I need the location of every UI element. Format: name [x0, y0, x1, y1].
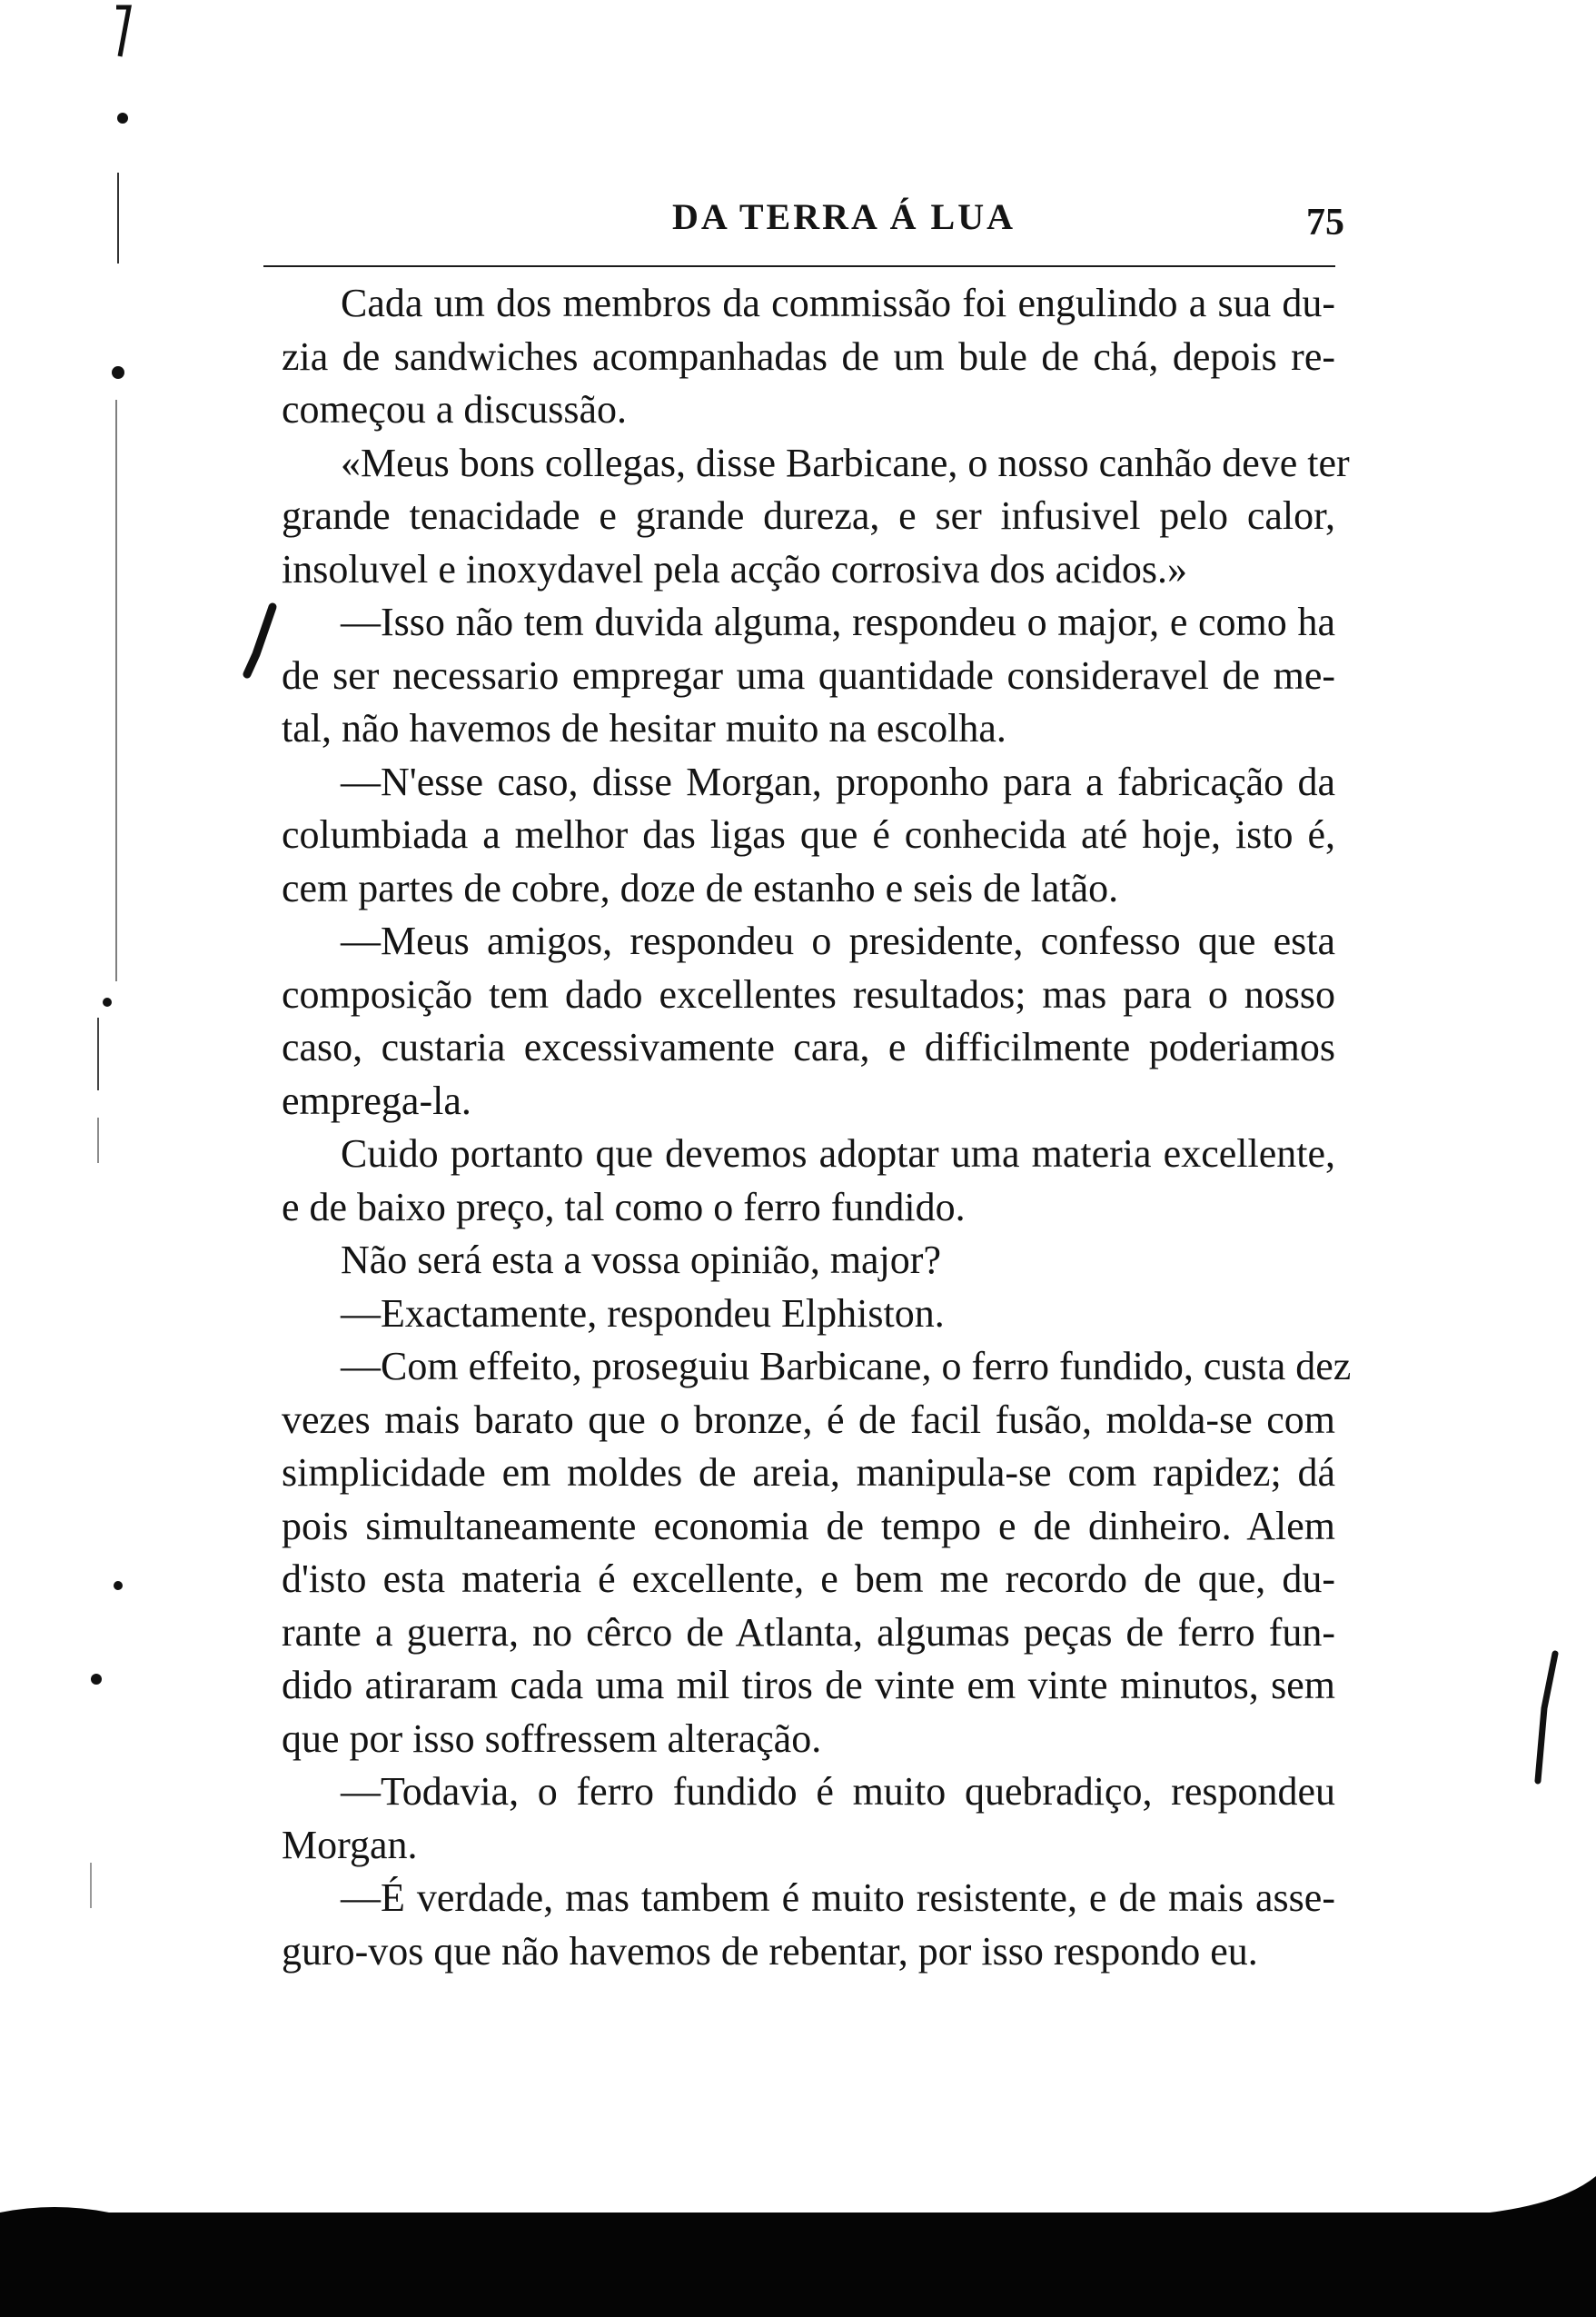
- text-line: insoluvel e inoxydavel pela acção corrosiva dos acidos.»: [282, 546, 1188, 592]
- text-line: vezes mais barato que o bronze, é de facil fusão, molda-se com: [282, 1397, 1335, 1442]
- right-margin-stroke: [1538, 1654, 1555, 1781]
- page-number: 75: [1306, 202, 1344, 244]
- text-line: grande tenacidade e grande dureza, e ser infusivel pelo calor,: [282, 493, 1335, 538]
- text-line: Morgan.: [282, 1822, 418, 1867]
- header-rule: [263, 265, 1335, 267]
- ink-dot: [114, 1581, 123, 1590]
- text-line: começou a discussão.: [282, 387, 627, 432]
- paragraph: [282, 1128, 1335, 1234]
- pencil-mark: [247, 607, 273, 674]
- paragraph: [282, 1765, 1335, 1872]
- text-line: composição tem dado excellentes resultados; mas para o nosso: [282, 971, 1335, 1017]
- text-line: —Meus amigos, respondeu o presidente, confesso que esta: [341, 919, 1335, 963]
- text-line: —Com effeito, proseguiu Barbicane, o ferro fundido, custa dez: [341, 1344, 1352, 1388]
- running-head: [263, 195, 1344, 259]
- text-line: —Todavia, o ferro fundido é muito quebradiço, respondeu: [341, 1769, 1335, 1814]
- text-line: de ser necessario empregar uma quantidade consideravel de me-: [282, 652, 1335, 698]
- paragraph: [282, 756, 1335, 916]
- text-line: e de baixo preço, tal como o ferro fundido.: [282, 1184, 966, 1229]
- text-line: pois simultaneamente economia de tempo e de dinheiro. Alem: [282, 1503, 1335, 1548]
- text-line: Cuido portanto que devemos adoptar uma materia excellente,: [341, 1131, 1335, 1176]
- top-left-ink-stroke: [116, 7, 129, 56]
- text-line: d'isto esta materia é excellente, e bem me recordo de que, du-: [282, 1556, 1335, 1601]
- paragraph: [282, 915, 1335, 1128]
- scan-bottom-shadow: [0, 2213, 1596, 2317]
- text-line: dido atiraram cada uma mil tiros de vinte em vinte minutos, sem: [282, 1663, 1335, 1707]
- ink-dot: [112, 366, 124, 379]
- text-line: caso, custaria excessivamente cara, e difficilmente poderiamos: [282, 1025, 1335, 1069]
- text-line: guro-vos que não havemos de rebentar, por isso respondo eu.: [282, 1928, 1258, 1974]
- text-line: tal, não havemos de hesitar muito na escolha.: [282, 706, 1006, 751]
- text-line: columbiada a melhor das ligas que é conhecida até hoje, isto é,: [282, 812, 1335, 857]
- paragraph: [282, 277, 1335, 437]
- paragraph: [282, 437, 1350, 597]
- ink-dot: [117, 113, 128, 124]
- text-line: que por isso soffressem alteração.: [282, 1715, 822, 1761]
- text-line: emprega-la.: [282, 1078, 471, 1123]
- text-line: «Meus bons collegas, disse Barbicane, o nosso canhão deve ter: [341, 440, 1350, 485]
- body-text: [282, 277, 1352, 1978]
- text-line: —Isso não tem duvida alguma, respondeu o major, e como ha: [341, 600, 1335, 644]
- text-line: simplicidade em moldes de areia, manipula-se com rapidez; dá: [282, 1450, 1335, 1495]
- paragraph: [282, 1340, 1352, 1765]
- paragraph: [282, 1234, 1335, 1288]
- text-line: zia de sandwiches acompanhadas de um bule de chá, depois re-: [282, 333, 1335, 379]
- ink-dot: [103, 998, 112, 1007]
- text-line: —É verdade, mas tambem é muito resistente, e de mais asse-: [341, 1875, 1335, 1920]
- text-line: Não será esta a vossa opinião, major?: [341, 1238, 941, 1282]
- text-line: rante a guerra, no cêrco de Atlanta, algumas peças de ferro fun-: [282, 1609, 1335, 1655]
- text-line: Cada um dos membros da commissão foi engulindo a sua du-: [341, 281, 1335, 325]
- text-line: —Exactamente, respondeu Elphiston.: [341, 1290, 945, 1336]
- text-line: cem partes de cobre, doze de estanho e seis de latão.: [282, 865, 1119, 910]
- text-line: —N'esse caso, disse Morgan, proponho para a fabricação da: [341, 759, 1335, 804]
- paragraph: [282, 1872, 1335, 1978]
- ink-dot: [91, 1674, 102, 1685]
- paragraph: [282, 596, 1335, 756]
- paragraph: [282, 1288, 1335, 1341]
- running-title: DA TERRA Á LUA: [672, 196, 1016, 237]
